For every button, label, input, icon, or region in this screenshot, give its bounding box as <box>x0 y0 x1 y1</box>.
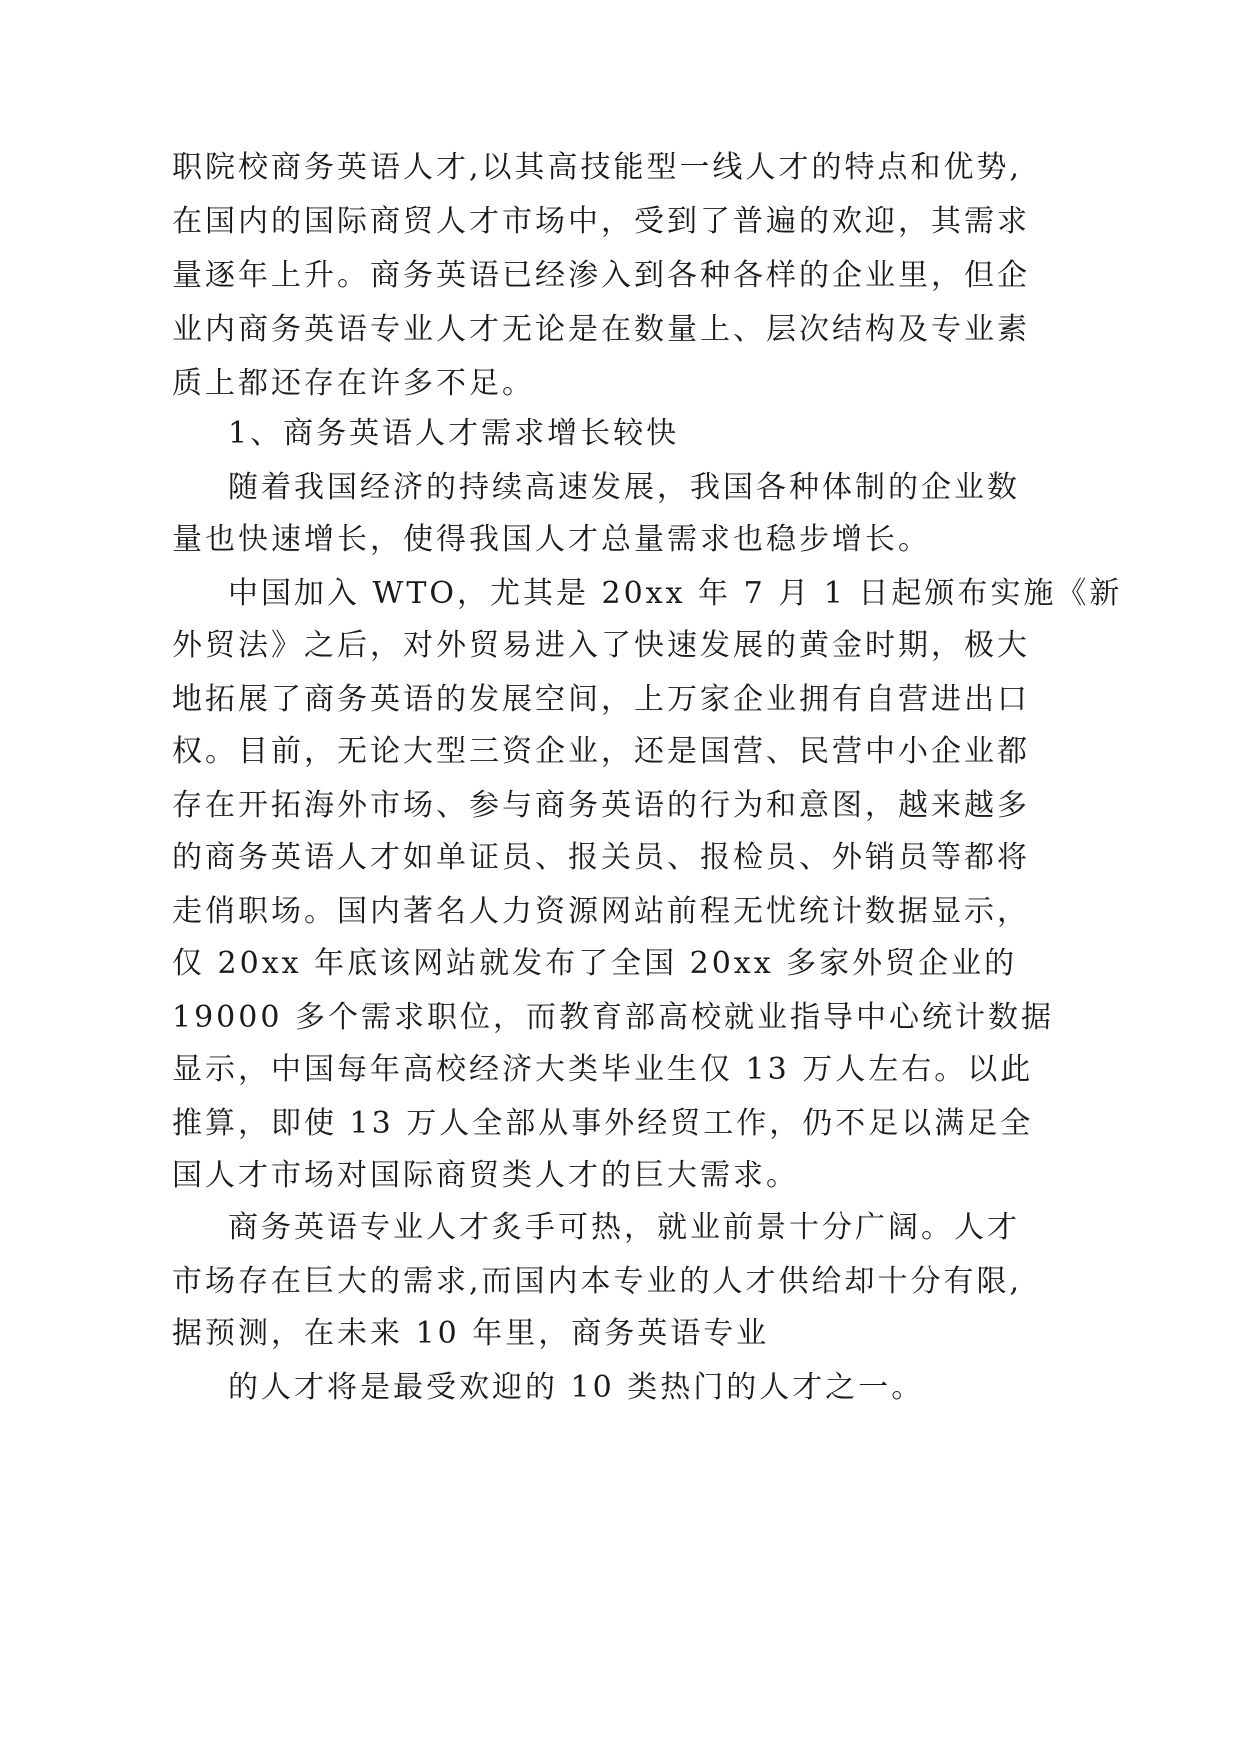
text-line: 地拓展了商务英语的发展空间，上万家企业拥有自营进出口 <box>172 682 1030 717</box>
text-line: 外贸法》之后，对外贸易进入了快速发展的黄金时期，极大 <box>172 628 1030 663</box>
section-heading: 1、商务英语人才需求增长较快 <box>228 416 680 451</box>
text-line: 走俏职场。国内著名人力资源网站前程无忧统计数据显示， <box>172 894 1030 929</box>
text-line: 的商务英语人才如单证员、报关员、报检员、外销员等都将 <box>172 840 1030 875</box>
text-line: 业内商务英语专业人才无论是在数量上、层次结构及专业素 <box>172 312 1030 347</box>
text-line: 市场存在巨大的需求,而国内本专业的人才供给却十分有限, <box>172 1264 1023 1299</box>
text-line: 职院校商务英语人才,以其高技能型一线人才的特点和优势, <box>172 150 1023 185</box>
text-line: 存在开拓海外市场、参与商务英语的行为和意图，越来越多 <box>172 788 1030 823</box>
text-line: 推算，即使 13 万人全部从事外经贸工作，仍不足以满足全 <box>172 1106 1034 1141</box>
text-line: 中国加入 WTO，尤其是 20xx 年 7 月 1 日起颁布实施《新 <box>228 576 1123 611</box>
text-line: 显示，中国每年高校经济大类毕业生仅 13 万人左右。以此 <box>172 1052 1034 1087</box>
text-line: 仅 20xx 年底该网站就发布了全国 20xx 多家外贸企业的 <box>172 946 1018 981</box>
text-line: 据预测，在未来 10 年里，商务英语专业 <box>172 1316 770 1351</box>
text-line: 权。目前，无论大型三资企业，还是国营、民营中小企业都 <box>172 734 1030 769</box>
text-line: 19000 多个需求职位，而教育部高校就业指导中心统计数据 <box>172 1000 1054 1035</box>
text-line: 量逐年上升。商务英语已经渗入到各种各样的企业里，但企 <box>172 258 1030 293</box>
text-line: 的人才将是最受欢迎的 10 类热门的人才之一。 <box>228 1370 925 1405</box>
text-line: 质上都还存在许多不足。 <box>172 366 535 401</box>
text-line: 量也快速增长，使得我国人才总量需求也稳步增长。 <box>172 522 931 557</box>
text-line: 在国内的国际商贸人才市场中，受到了普遍的欢迎，其需求 <box>172 204 1030 239</box>
text-line: 随着我国经济的持续高速发展，我国各种体制的企业数 <box>228 470 1020 505</box>
text-line: 国人才市场对国际商贸类人才的巨大需求。 <box>172 1158 799 1193</box>
text-line: 商务英语专业人才炙手可热，就业前景十分广阔。人才 <box>228 1210 1020 1245</box>
